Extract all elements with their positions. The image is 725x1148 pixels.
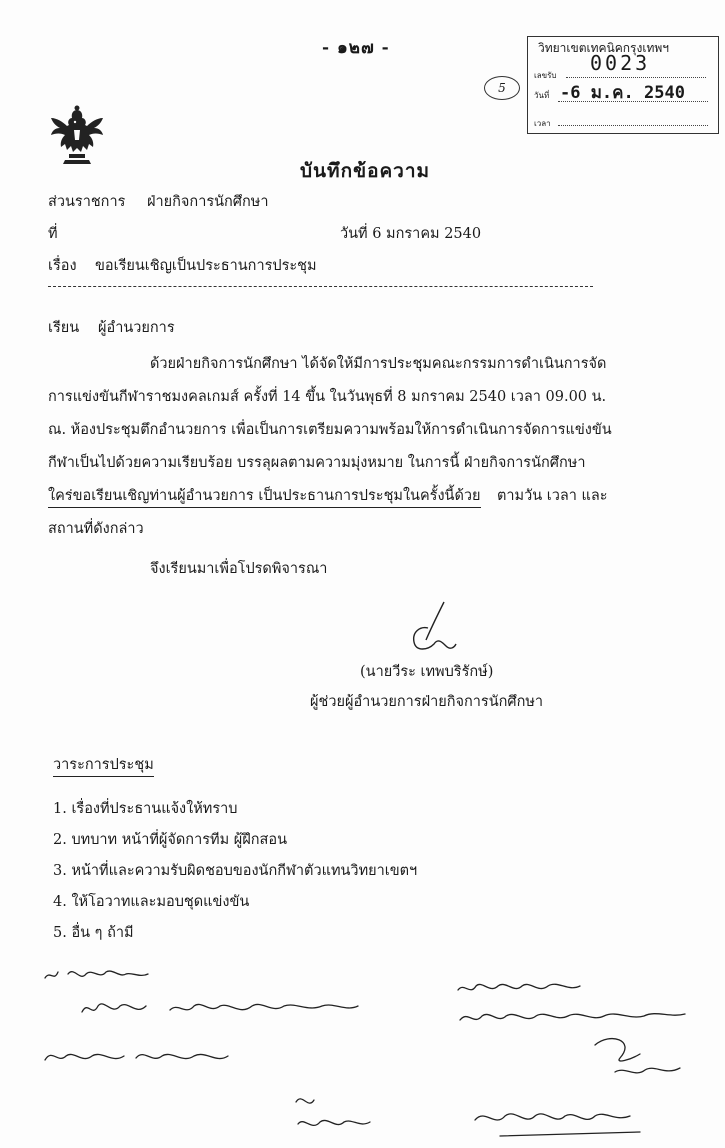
- signature-icon: [398, 598, 458, 658]
- body-line: ตามวัน เวลา และ: [497, 488, 608, 504]
- agenda-item: 1. เรื่องที่ประธานแจ้งให้ทราบ: [53, 801, 238, 817]
- stamp-dotted-line: [566, 77, 706, 78]
- body-line: ด้วยฝ่ายกิจการนักศึกษา ได้จัดให้มีการประชุมคณะกรรมการดำเนินการจัด: [150, 356, 607, 372]
- stamp-date: -6 ม.ค. 2540: [560, 83, 685, 103]
- stamp-org: วิทยาเขตเทคนิคกรุงเทพฯ: [538, 41, 670, 55]
- agenda-title: วาระการประชุม: [53, 753, 154, 777]
- document-title: บันทึกข้อความ: [300, 160, 431, 182]
- signer-position: ผู้ช่วยผู้อำนวยการฝ่ายกิจการนักศึกษา: [310, 694, 544, 710]
- page-number: - ๑๒๗ -: [322, 38, 390, 58]
- department-label: ส่วนราชการ: [48, 194, 126, 210]
- garuda-emblem-icon: [47, 104, 107, 168]
- subject-value: ขอเรียนเชิญเป็นประธานการประชุม: [95, 258, 317, 274]
- stamp-received-label: เลขรับ: [534, 71, 557, 80]
- stamp-date-label: วันที่: [534, 91, 550, 100]
- stamp-number: 0023: [590, 51, 651, 75]
- stamp-dotted-line: [558, 125, 708, 126]
- body-line: การแข่งขันกีฬาราชมงคลเกมส์ ครั้งที่ 14 ขึ้น ในวันพุธที่ 8 มกราคม 2540 เวลา 09.00 น.: [48, 389, 607, 405]
- signer-name: (นายวีระ เทพบริรักษ์): [360, 664, 494, 680]
- body-line: กีฬาเป็นไปด้วยความเรียบร้อย บรรลุผลตามความมุ่งหมาย ในการนี้ ฝ่ายกิจการนักศึกษา: [48, 455, 586, 471]
- stamp-dotted-line: [558, 101, 708, 102]
- agenda-item: 3. หน้าที่และความรับผิดชอบของนักกีฬาตัวแทนวิทยาเขตฯ: [53, 863, 418, 879]
- body-line-underlined: ใคร่ขอเรียนเชิญท่านผู้อำนวยการ เป็นประธานการประชุมในครั้งนี้ด้วย: [48, 484, 481, 508]
- handwritten-notes-icon: [40, 960, 725, 1148]
- agenda-item: 5. อื่น ๆ ถ้ามี: [53, 925, 134, 941]
- stamp-time-label: เวลา: [534, 119, 551, 128]
- circled-mark: 5: [484, 76, 520, 100]
- closing-line: จึงเรียนมาเพื่อโปรดพิจารณา: [150, 561, 328, 577]
- received-stamp: [527, 36, 719, 134]
- agenda-item: 2. บทบาท หน้าที่ผู้จัดการทีม ผู้ฝึกสอน: [53, 832, 287, 848]
- subject-label: เรื่อง: [48, 258, 77, 274]
- salutation-value: ผู้อำนวยการ: [98, 320, 175, 336]
- agenda-item: 4. ให้โอวาทและมอบชุดแข่งขัน: [53, 894, 250, 910]
- body-line: ณ. ห้องประชุมตึกอำนวยการ เพื่อเป็นการเตรียมความพร้อมให้การดำเนินการจัดการแข่งขัน: [48, 422, 612, 438]
- department-value: ฝ่ายกิจการนักศึกษา: [147, 194, 269, 210]
- body-line: สถานที่ดังกล่าว: [48, 521, 144, 537]
- document-date: วันที่ 6 มกราคม 2540: [340, 226, 482, 242]
- reference-label: ที่: [48, 226, 58, 242]
- separator-line: [48, 286, 593, 287]
- salutation-label: เรียน: [48, 320, 80, 336]
